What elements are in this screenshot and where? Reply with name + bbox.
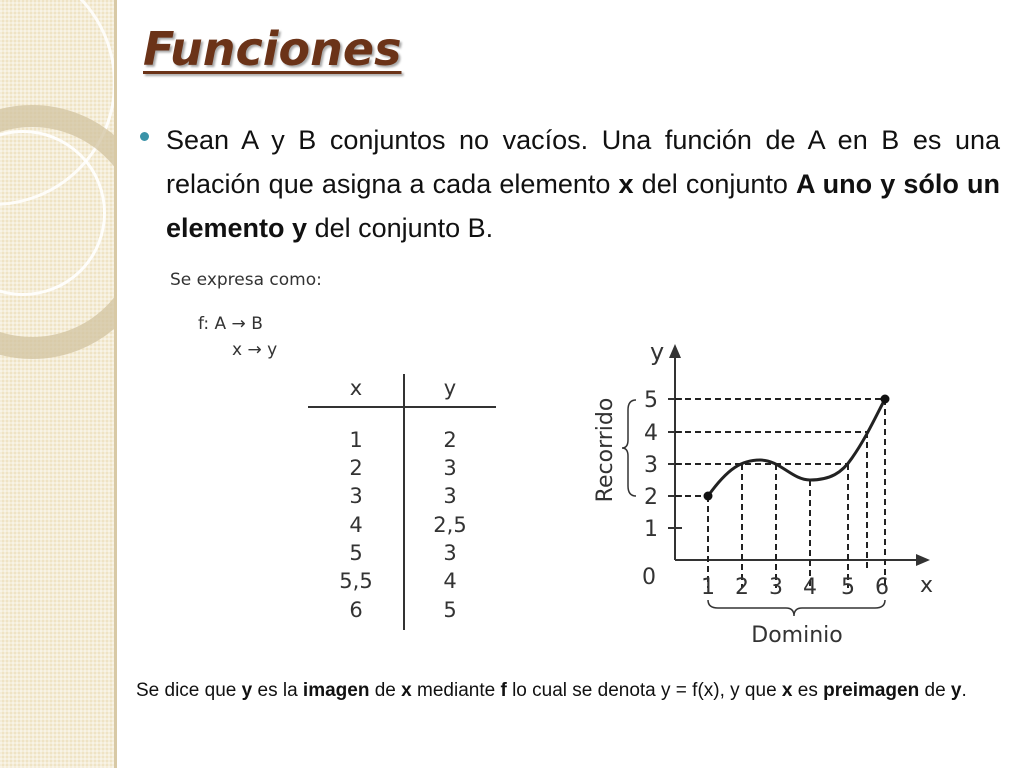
x-axis-label: x xyxy=(920,573,934,598)
domain-brace xyxy=(708,600,885,616)
function-graph xyxy=(580,338,950,654)
y-tick-label: 1 xyxy=(644,517,658,542)
y-axis-arrow-icon xyxy=(669,344,681,358)
definition-bullet xyxy=(140,118,1004,250)
table-cell: 3 xyxy=(443,456,457,480)
table-header-x: x xyxy=(349,376,363,400)
bold-run: y xyxy=(241,680,253,701)
bold-run: preimagen xyxy=(823,680,920,701)
text-run: mediante xyxy=(411,680,501,701)
decorative-sidebar xyxy=(0,0,114,768)
function-graph-svg xyxy=(580,338,950,650)
bold-run: y xyxy=(950,680,962,701)
table-divider-vertical xyxy=(403,374,405,630)
x-tick-label: 5 xyxy=(841,575,855,600)
text-run: lo cual se denota y = f(x), y que xyxy=(506,680,782,701)
x-tick-label: 6 xyxy=(875,575,889,600)
table-header-y: y xyxy=(443,376,457,400)
curve-end-point xyxy=(881,395,890,404)
table-cell: 5,5 xyxy=(339,569,373,593)
table-cell: 2,5 xyxy=(433,513,467,537)
expression-label: Se expresa como: xyxy=(170,270,322,290)
bold-run: f xyxy=(500,680,507,701)
footer-note xyxy=(136,676,996,706)
table-divider-horizontal xyxy=(308,406,496,408)
table-cell: 3 xyxy=(443,484,457,508)
y-tick-label: 2 xyxy=(644,485,658,510)
table-cell: 3 xyxy=(349,484,363,508)
text-run: del conjunto xyxy=(633,169,797,199)
sidebar-divider xyxy=(114,0,117,768)
domain-label: Dominio xyxy=(751,623,843,648)
expression-line-1: f: A → B xyxy=(198,314,263,334)
definition-text xyxy=(166,118,1000,250)
x-tick-label: 1 xyxy=(701,575,715,600)
function-curve xyxy=(708,399,885,496)
y-axis-label: y xyxy=(650,338,665,366)
text-run: es la xyxy=(252,680,303,701)
range-label: Recorrido xyxy=(593,397,618,503)
table-cell: 5 xyxy=(443,598,457,622)
slide-title: Funciones xyxy=(143,22,402,76)
origin-label: 0 xyxy=(642,565,656,590)
text-run: es xyxy=(792,680,824,701)
bullet-dot-icon xyxy=(140,132,149,141)
range-brace xyxy=(622,400,636,496)
table-cell: 5 xyxy=(349,541,363,565)
text-run: de xyxy=(919,680,951,701)
y-tick-label: 5 xyxy=(644,388,658,413)
x-axis-arrow-icon xyxy=(916,554,930,566)
expression-line-2: x → y xyxy=(232,340,278,360)
bold-run: x xyxy=(618,169,634,199)
curve-start-point xyxy=(704,492,713,501)
text-run: . xyxy=(961,680,967,701)
table-cell: 3 xyxy=(443,541,457,565)
text-run: Se dice que xyxy=(136,680,242,701)
bold-run: imagen xyxy=(302,680,370,701)
x-tick-label: 4 xyxy=(803,575,817,600)
xy-table xyxy=(308,372,496,630)
table-cell: 2 xyxy=(349,456,363,480)
text-run: del conjunto B. xyxy=(307,213,494,243)
table-cell: 2 xyxy=(443,428,457,452)
y-tick-label: 4 xyxy=(644,421,658,446)
table-cell: 6 xyxy=(349,598,363,622)
text-run: Sean A y B conjuntos no vacíos. Una función de A en B es una relación que asigna a cada elemento xyxy=(166,125,1000,199)
y-tick-label: 3 xyxy=(644,453,658,478)
table-cell: 1 xyxy=(349,428,363,452)
bold-run: A uno y sólo un elemento y xyxy=(166,169,1001,243)
x-tick-label: 2 xyxy=(735,575,749,600)
table-cell: 4 xyxy=(349,513,363,537)
horizontal-guides xyxy=(675,399,885,496)
bold-run: x xyxy=(401,680,412,701)
text-run: de xyxy=(369,680,402,701)
table-cell: 4 xyxy=(443,569,457,593)
x-tick-label: 3 xyxy=(769,575,783,600)
bold-run: x xyxy=(781,680,793,701)
